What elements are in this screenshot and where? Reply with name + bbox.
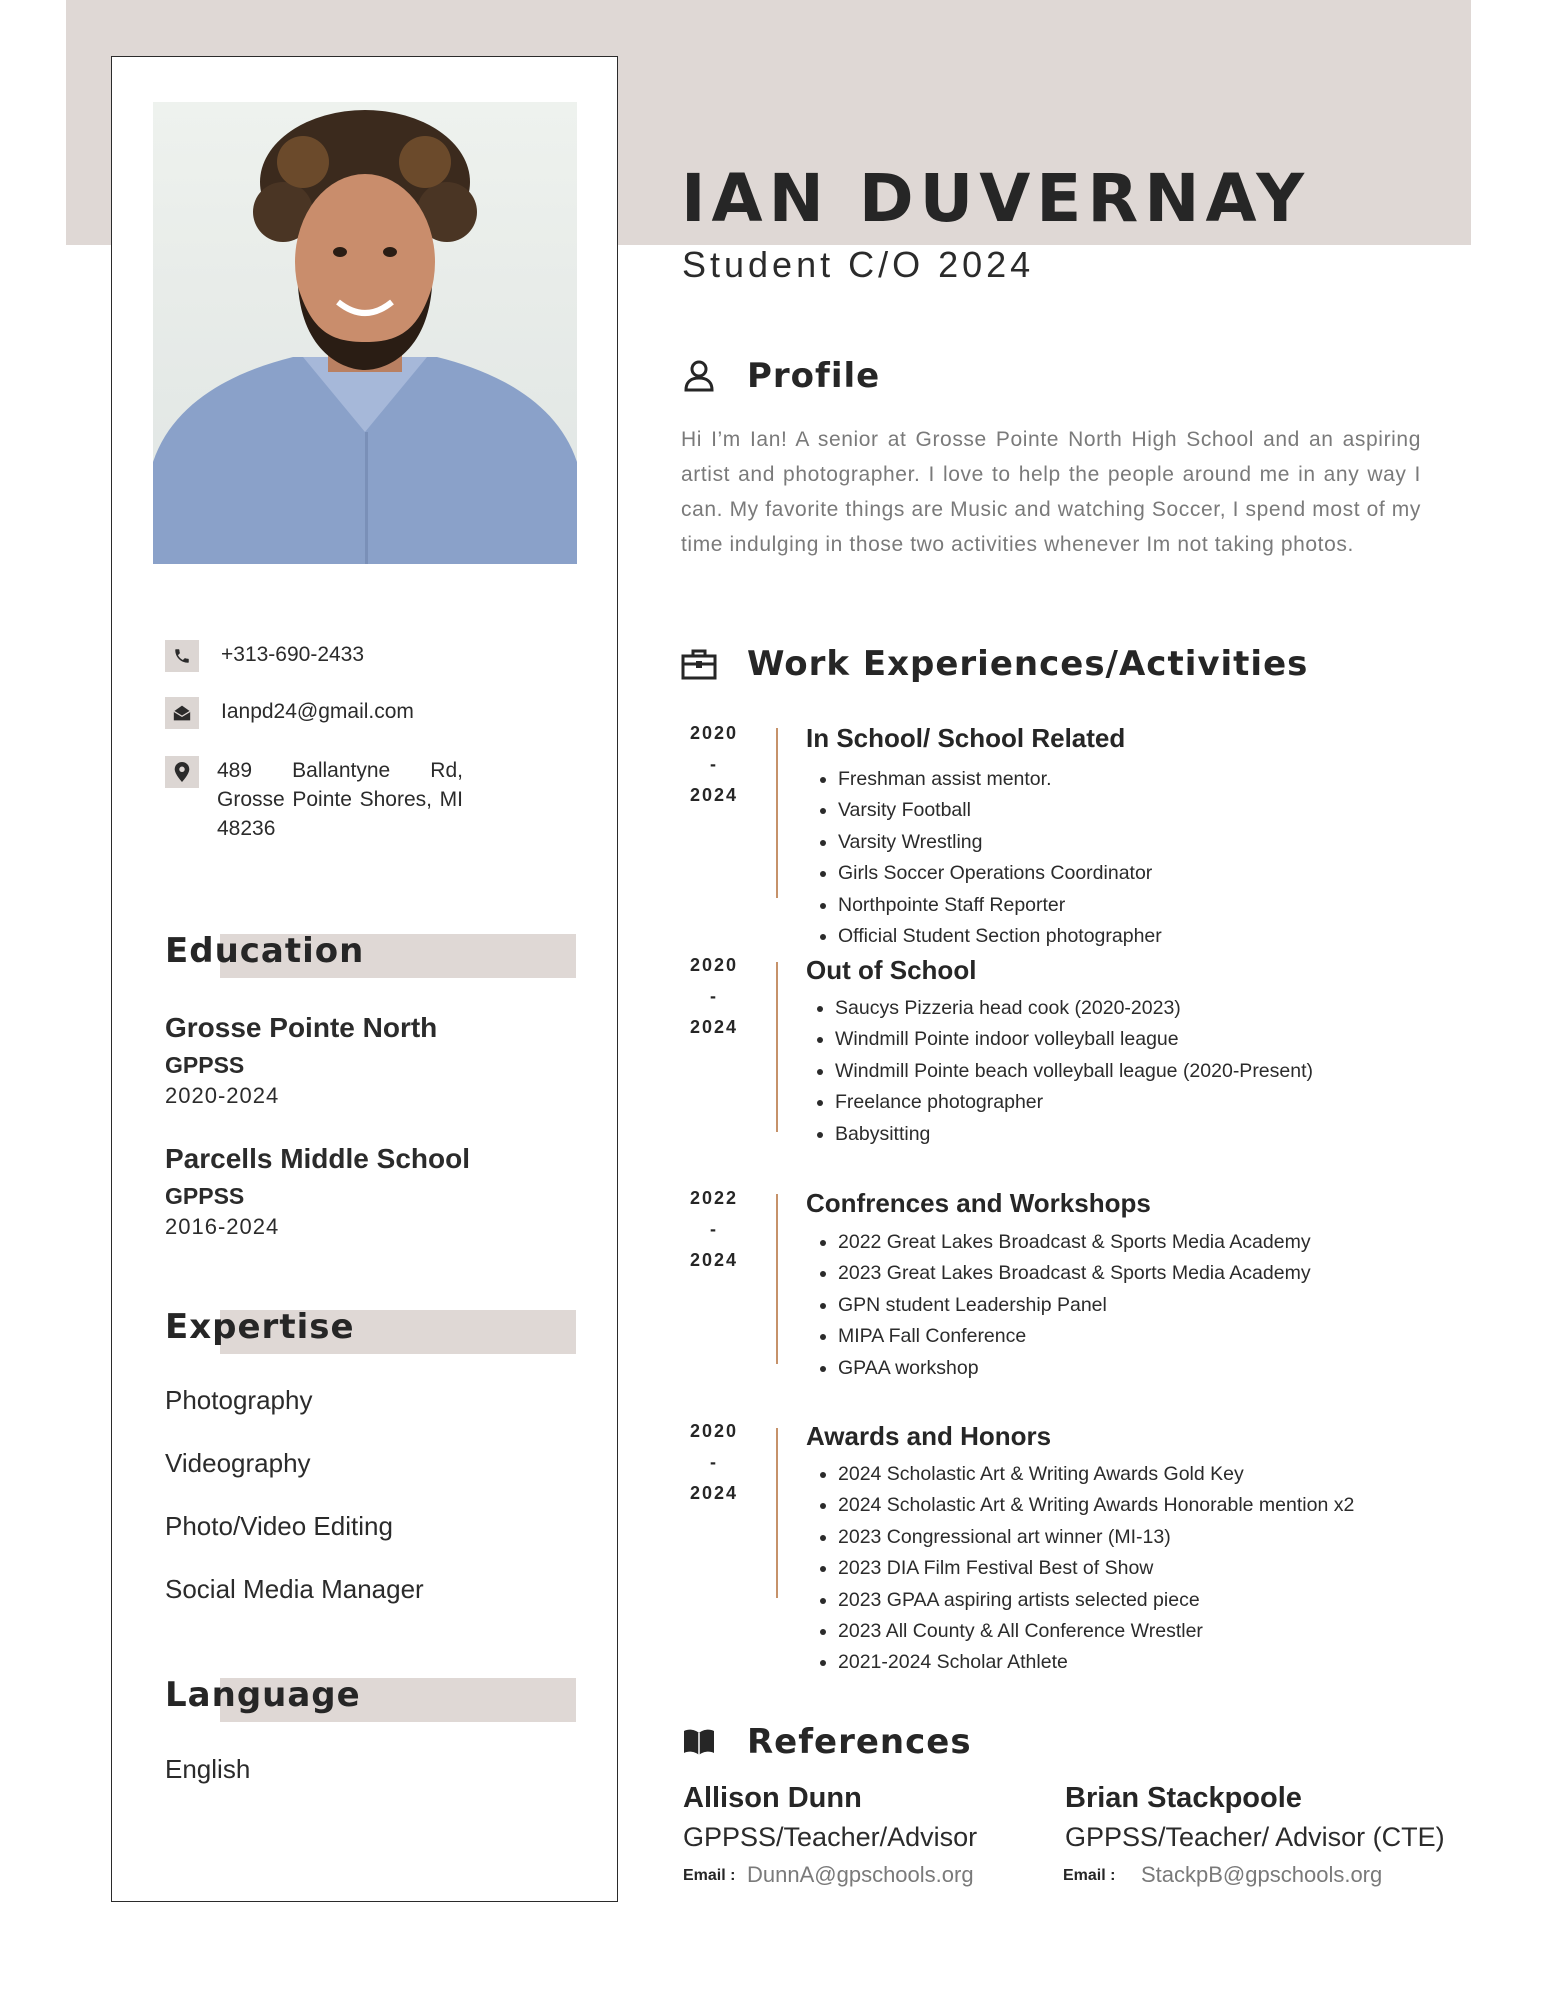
work-heading bbox=[681, 644, 1308, 684]
book-icon bbox=[681, 1724, 717, 1760]
expertise-heading-text: Expertise bbox=[165, 1307, 355, 1347]
timeline-separator: - bbox=[710, 1452, 718, 1472]
references-heading bbox=[681, 1722, 972, 1762]
timeline-end-year: 2024 bbox=[689, 1250, 739, 1270]
list-item: • Varsity Football bbox=[838, 795, 1162, 826]
expertise-heading bbox=[165, 1307, 576, 1354]
profile-heading-text: Profile bbox=[747, 356, 881, 396]
list-item: • 2023 Congressional art winner (MI-13) bbox=[838, 1522, 1354, 1553]
list-item: • Babysitting bbox=[835, 1119, 1313, 1150]
expertise-item: Photography bbox=[165, 1385, 313, 1415]
list-item: • Northpointe Staff Reporter bbox=[838, 890, 1162, 921]
reference-name: Brian Stackpoole bbox=[1065, 1782, 1302, 1814]
education-school: Grosse Pointe North bbox=[165, 1012, 438, 1043]
expertise-item: Videography bbox=[165, 1448, 311, 1478]
list-item: • Saucys Pizzeria head cook (2020-2023) bbox=[835, 993, 1313, 1024]
work-heading-text: Work Experiences/Activities bbox=[747, 644, 1309, 684]
list-item: • Windmill Pointe beach volleyball league (2020-Present) bbox=[835, 1056, 1313, 1087]
list-item: • 2022 Great Lakes Broadcast & Sports Media Academy bbox=[838, 1227, 1311, 1258]
list-item: • MIPA Fall Conference bbox=[838, 1321, 1311, 1352]
timeline-separator: - bbox=[710, 754, 718, 774]
timeline-end-year: 2024 bbox=[689, 1017, 739, 1037]
email-address: Ianpd24@gmail.com bbox=[221, 700, 414, 723]
timeline-date-range bbox=[680, 1183, 748, 1276]
list-item: • Girls Soccer Operations Coordinator bbox=[838, 858, 1162, 889]
education-heading bbox=[165, 931, 576, 978]
person-subtitle: Student C/O 2024 bbox=[682, 244, 1035, 285]
timeline-start-year: 2020 bbox=[689, 955, 739, 975]
profile-heading bbox=[681, 356, 880, 396]
list-item: • 2023 Great Lakes Broadcast & Sports Media Academy bbox=[838, 1258, 1311, 1289]
education-years: 2016-2024 bbox=[165, 1214, 280, 1239]
timeline-line bbox=[776, 1428, 778, 1598]
section-list bbox=[810, 1227, 1311, 1384]
timeline-line bbox=[776, 1194, 778, 1364]
section-title: Out of School bbox=[806, 955, 977, 985]
section-list bbox=[807, 993, 1313, 1150]
contact-email bbox=[165, 697, 485, 729]
reference-role: GPPSS/Teacher/Advisor bbox=[683, 1822, 978, 1852]
person-name: IAN DUVERNAY bbox=[681, 160, 1311, 237]
language-heading bbox=[165, 1675, 576, 1722]
education-school: Parcells Middle School bbox=[165, 1143, 470, 1174]
education-org: GPPSS bbox=[165, 1052, 245, 1078]
reference-role: GPPSS/Teacher/ Advisor (CTE) bbox=[1065, 1822, 1445, 1852]
section-title: Awards and Honors bbox=[806, 1421, 1052, 1451]
list-item: • GPN student Leadership Panel bbox=[838, 1290, 1311, 1321]
expertise-item: Social Media Manager bbox=[165, 1574, 424, 1604]
expertise-item: Photo/Video Editing bbox=[165, 1511, 393, 1541]
reference-email: DunnA@gpschools.org bbox=[747, 1862, 974, 1887]
list-item: • 2023 DIA Film Festival Best of Show bbox=[838, 1553, 1354, 1584]
references-heading-text: References bbox=[747, 1722, 972, 1762]
list-item: • Freshman assist mentor. bbox=[838, 764, 1162, 795]
section-list bbox=[810, 764, 1162, 952]
list-item: • GPAA workshop bbox=[838, 1353, 1311, 1384]
street-address: 489 Ballantyne Rd, Grosse Pointe Shores, MI 48236 bbox=[217, 759, 463, 840]
list-item: • Freelance photographer bbox=[835, 1087, 1313, 1118]
profile-photo bbox=[153, 102, 577, 564]
timeline-start-year: 2020 bbox=[689, 723, 739, 743]
person-icon bbox=[681, 358, 717, 394]
timeline-date-range bbox=[680, 718, 748, 811]
timeline-end-year: 2024 bbox=[689, 1483, 739, 1503]
education-heading-text: Education bbox=[165, 931, 365, 971]
contact-phone bbox=[165, 640, 485, 672]
list-item: • 2023 All County & All Conference Wrestler bbox=[838, 1616, 1354, 1647]
timeline-separator: - bbox=[710, 986, 718, 1006]
briefcase-icon bbox=[681, 646, 717, 682]
list-item: • Official Student Section photographer bbox=[838, 921, 1162, 952]
contact-address bbox=[165, 756, 485, 843]
language-item: English bbox=[165, 1754, 251, 1784]
phone-number: +313-690-2433 bbox=[221, 643, 365, 666]
reference-email-label: Email : bbox=[1063, 1867, 1116, 1884]
list-item: • Varsity Wrestling bbox=[838, 827, 1162, 858]
timeline-line bbox=[776, 962, 778, 1132]
map-pin-icon bbox=[165, 756, 199, 788]
timeline-separator: - bbox=[710, 1219, 718, 1239]
education-years: 2020-2024 bbox=[165, 1083, 280, 1108]
section-list bbox=[810, 1459, 1354, 1679]
timeline-line bbox=[776, 728, 778, 898]
timeline-end-year: 2024 bbox=[689, 785, 739, 805]
list-item: • Windmill Pointe indoor volleyball league bbox=[835, 1024, 1313, 1055]
profile-text: Hi I’m Ian! A senior at Grosse Pointe North High School and an aspiring artist and photographer. I love to help the people around me in any way I can. My favorite things are Music and watching Soccer, I spend most of my time indulging in those two activities whenever Im not taking photos. bbox=[681, 428, 1421, 556]
reference-email: StackpB@gpschools.org bbox=[1141, 1862, 1383, 1887]
envelope-icon bbox=[165, 697, 199, 729]
list-item: • 2023 GPAA aspiring artists selected piece bbox=[838, 1585, 1354, 1616]
language-heading-text: Language bbox=[165, 1675, 361, 1715]
list-item: • 2024 Scholastic Art & Writing Awards Honorable mention x2 bbox=[838, 1490, 1354, 1521]
timeline-date-range bbox=[680, 1416, 748, 1509]
phone-icon bbox=[165, 640, 199, 672]
timeline-start-year: 2022 bbox=[689, 1188, 739, 1208]
list-item: • 2021-2024 Scholar Athlete bbox=[838, 1647, 1354, 1678]
reference-name: Allison Dunn bbox=[683, 1782, 862, 1814]
section-title: In School/ School Related bbox=[806, 723, 1126, 753]
section-title: Confrences and Workshops bbox=[806, 1188, 1151, 1218]
education-org: GPPSS bbox=[165, 1183, 245, 1209]
list-item: • 2024 Scholastic Art & Writing Awards Gold Key bbox=[838, 1459, 1354, 1490]
reference-email-label: Email : bbox=[683, 1867, 736, 1884]
timeline-start-year: 2020 bbox=[689, 1421, 739, 1441]
timeline-date-range bbox=[680, 950, 748, 1043]
